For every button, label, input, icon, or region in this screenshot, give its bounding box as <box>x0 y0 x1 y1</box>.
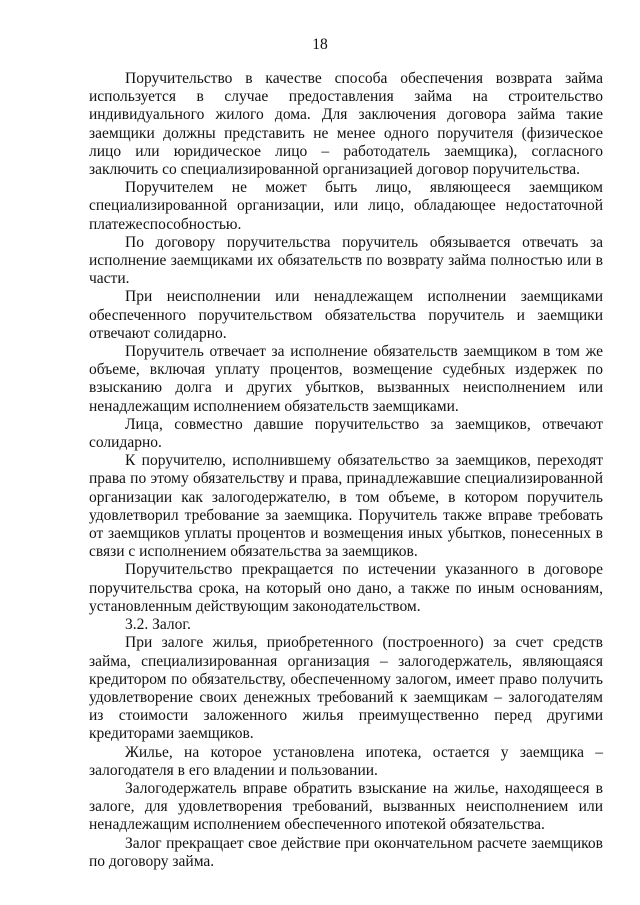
paragraph-pledge-rights: При залоге жилья, приобретенного (построенного) за счет средств займа, специализированная организация – залогодержатель, являющаяся кредитором по обязательству, обеспеченному залогом, имеет право получить удовлетворение своих денежных требований к заемщикам – залогодателям из стоимости заложенного жилья преимущественно перед другими кредиторами заемщиков. <box>89 634 603 743</box>
paragraph-guarantor-obligation: По договору поручительства поручитель обязывается отвечать за исполнение заемщиками их обязательств по возврату займа полностью или в части. <box>89 233 603 288</box>
page-number: 18 <box>312 36 328 53</box>
paragraph-rights-transfer: К поручителю, исполнившему обязательство за заемщиков, переходят права по этому обязательству и права, принадлежавшие специализированной организации как залогодержателю, в том объеме, в котором поручитель удовлетворил требование за заемщика. Поручитель также вправе требовать от заемщиков уплаты процентов и возмещения иных убытков, понесенных в связи с исполнением обязательства за заемщиков. <box>89 452 603 561</box>
paragraph-liability-scope: Поручитель отвечает за исполнение обязательств заемщиком в том же объеме, включая уплату процентов, возмещение судебных издержек по взысканию долга и других убытков, вызванных неисполнением или ненадлежащим исполнением обязательств заемщиками. <box>89 343 603 415</box>
document-body <box>89 70 603 871</box>
paragraph-guarantee-termination: Поручительство прекращается по истечении указанного в договоре поручительства срока, на который оно дано, а также по иным основаниям, установленным действующим законодательством. <box>89 561 603 615</box>
section-heading-pledge: 3.2. Залог. <box>125 616 191 634</box>
paragraph-pledge-foreclosure: Залогодержатель вправе обратить взыскание на жилье, находящееся в залоге, для удовлетворения требований, вызванных неисполнением или ненадлежащим исполнением обеспеченного ипотекой обязательства. <box>89 779 603 834</box>
paragraph-guarantee-purpose: Поручительство в качестве способа обеспечения возврата займа используется в случае предоставления займа на строительство индивидуального жилого дома. Для заключения договора займа такие заемщики должны представить не менее одного поручителя (физическое лицо или юридическое лицо – работодатель заемщика), согласного заключить со специализированной организацией договор поручительства. <box>89 70 603 179</box>
paragraph-guarantor-restriction: Поручителем не может быть лицо, являющееся заемщиком специализированной организации, или лицо, обладающее недостаточной платежеспособностью. <box>89 179 603 233</box>
paragraph-joint-liability: При неисполнении или ненадлежащем исполнении заемщиками обеспеченного поручительством обязательства поручитель и заемщики отвечают солидарно. <box>89 288 603 342</box>
paragraph-pledge-termination: Залог прекращает свое действие при окончательном расчете заемщиков по договору займа. <box>89 834 603 870</box>
paragraph-co-guarantors: Лица, совместно давшие поручительство за заемщиков, отвечают солидарно. <box>89 415 603 452</box>
paragraph-pledge-possession: Жилье, на которое установлена ипотека, остается у заемщика – залогодателя в его владении и пользовании. <box>89 743 603 779</box>
